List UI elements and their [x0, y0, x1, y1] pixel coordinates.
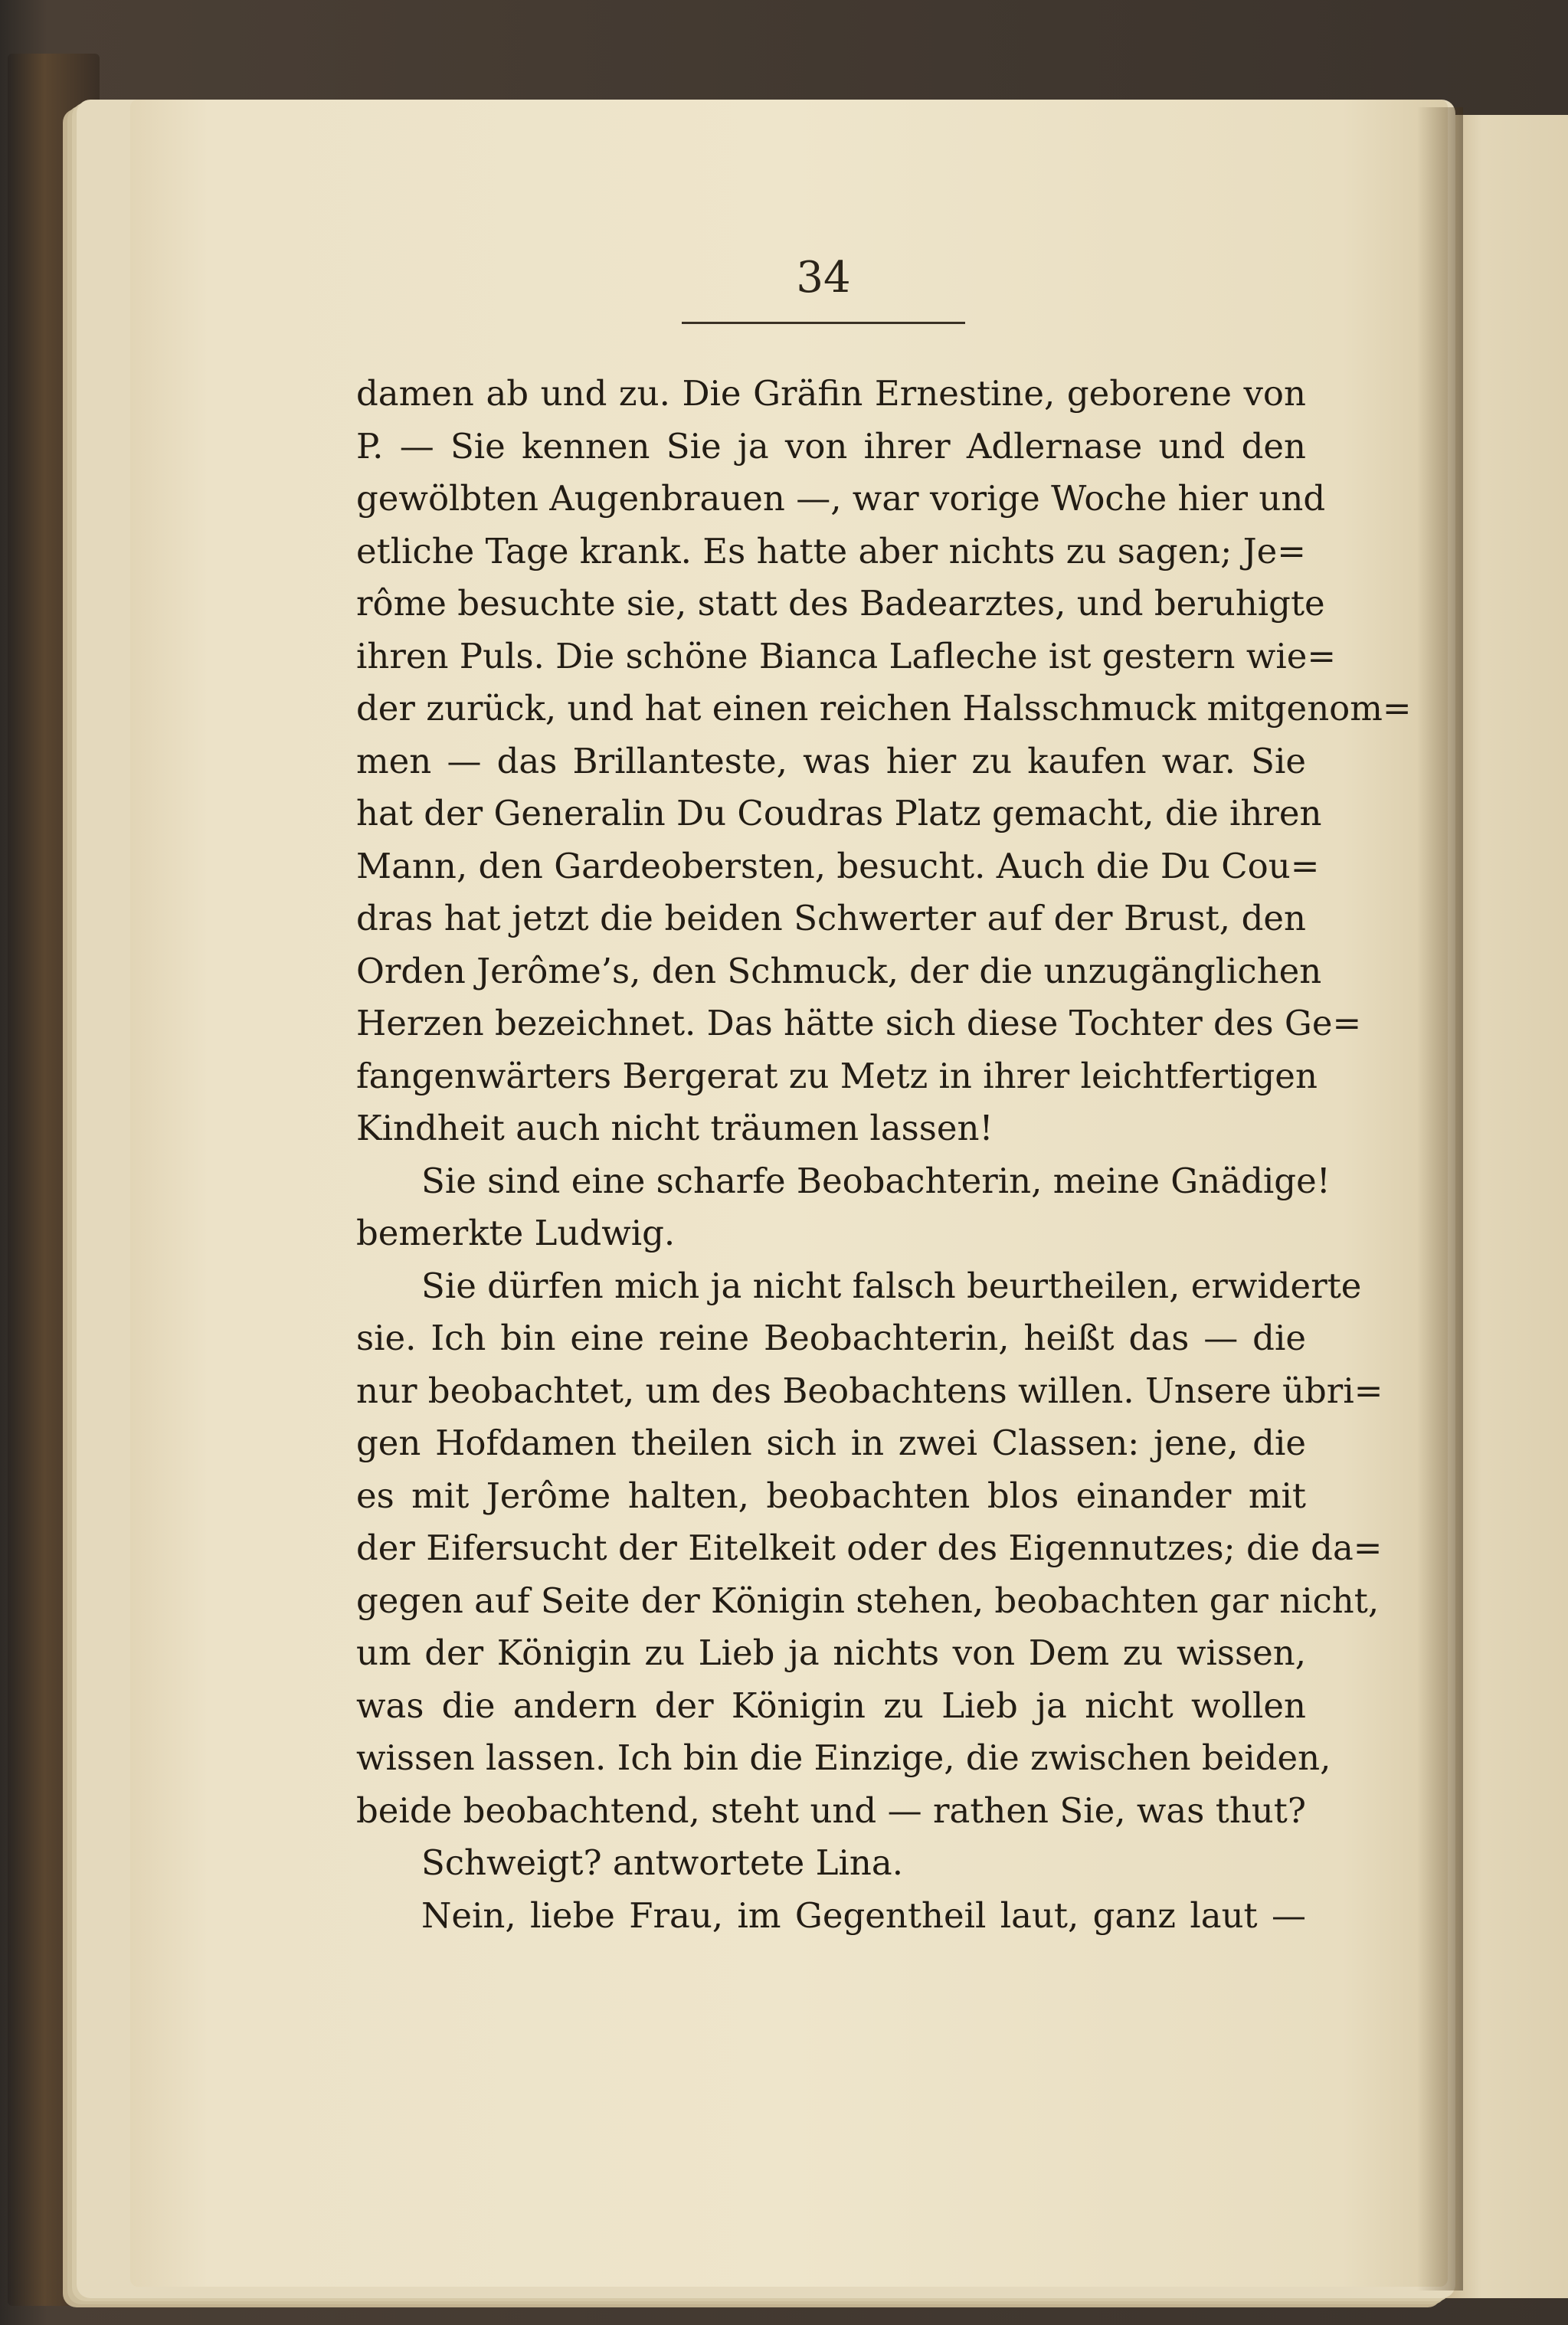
text-line: Sie dürfen mich ja nicht falsch beurtheilen, erwiderte — [421, 1265, 1362, 1306]
body-text — [356, 368, 1412, 1942]
page-number: 34 — [796, 253, 851, 303]
text-line: Kindheit auch nicht träumen lassen! — [356, 1108, 994, 1148]
text-line: was die andern der Königin zu Lieb ja nicht wollen — [356, 1685, 1306, 1726]
text-line: Mann, den Gardeobersten, besucht. Auch die Du Cou= — [356, 845, 1320, 886]
text-line: rôme besuchte sie, statt des Badearztes, und beruhigte — [356, 583, 1325, 624]
header-rule — [682, 322, 965, 324]
text-line: Orden Jerôme’s, den Schmuck, der die unzugänglichen — [356, 950, 1322, 991]
text-line: gegen auf Seite der Königin stehen, beobachten gar nicht, — [356, 1580, 1380, 1621]
text-line: damen ab und zu. Die Gräfin Ernestine, geborene von — [356, 373, 1306, 414]
text-line: wissen lassen. Ich bin die Einzige, die zwischen beiden, — [356, 1737, 1331, 1778]
text-line: Schweigt? antwortete Lina. — [421, 1842, 904, 1883]
text-line: ihren Puls. Die schöne Bianca Lafleche ist gestern wie= — [356, 635, 1337, 676]
text-line: nur beobachtet, um des Beobachtens willen. Unsere übri= — [356, 1370, 1383, 1411]
text-line: sie. Ich bin eine reine Beobachterin, heißt das — die — [356, 1318, 1306, 1358]
text-line: Sie sind eine scharfe Beobachterin, meine Gnädige! — [421, 1160, 1331, 1201]
text-line: bemerkte Ludwig. — [356, 1213, 676, 1253]
text-line: es mit Jerôme halten, beobachten blos einander mit — [356, 1475, 1306, 1516]
text-line: P. — Sie kennen Sie ja von ihrer Adlernase und den — [356, 425, 1306, 467]
text-line: men — das Brillanteste, was hier zu kaufen war. Sie — [356, 740, 1306, 781]
text-line: etliche Tage krank. Es hatte aber nichts zu sagen; Je= — [356, 530, 1306, 571]
text-line: der Eifersucht der Eitelkeit oder des Eigennutzes; die da= — [356, 1528, 1383, 1568]
text-line: um der Königin zu Lieb ja nichts von Dem zu wissen, — [356, 1632, 1306, 1673]
text-line: gewölbten Augenbrauen —, war vorige Woche hier und — [356, 478, 1326, 519]
text-line: Nein, liebe Frau, im Gegentheil laut, ganz laut — — [421, 1894, 1306, 1936]
text-line: fangenwärters Bergerat zu Metz in ihrer leichtfertigen — [356, 1055, 1318, 1096]
gutter-shadow — [1417, 107, 1463, 2291]
text-line: gen Hofdamen theilen sich in zwei Classen: jene, die — [356, 1423, 1306, 1463]
text-line: Herzen bezeichnet. Das hätte sich diese Tochter des Ge= — [356, 1003, 1362, 1043]
text-line: hat der Generalin Du Coudras Platz gemacht, die ihren — [356, 793, 1322, 833]
text-line: der zurück, und hat einen reichen Halsschmuck mitgenom= — [356, 688, 1412, 729]
text-line: beide beobachtend, steht und — rathen Sie, was thut? — [356, 1790, 1306, 1831]
text-line: dras hat jetzt die beiden Schwerter auf der Brust, den — [356, 898, 1306, 938]
